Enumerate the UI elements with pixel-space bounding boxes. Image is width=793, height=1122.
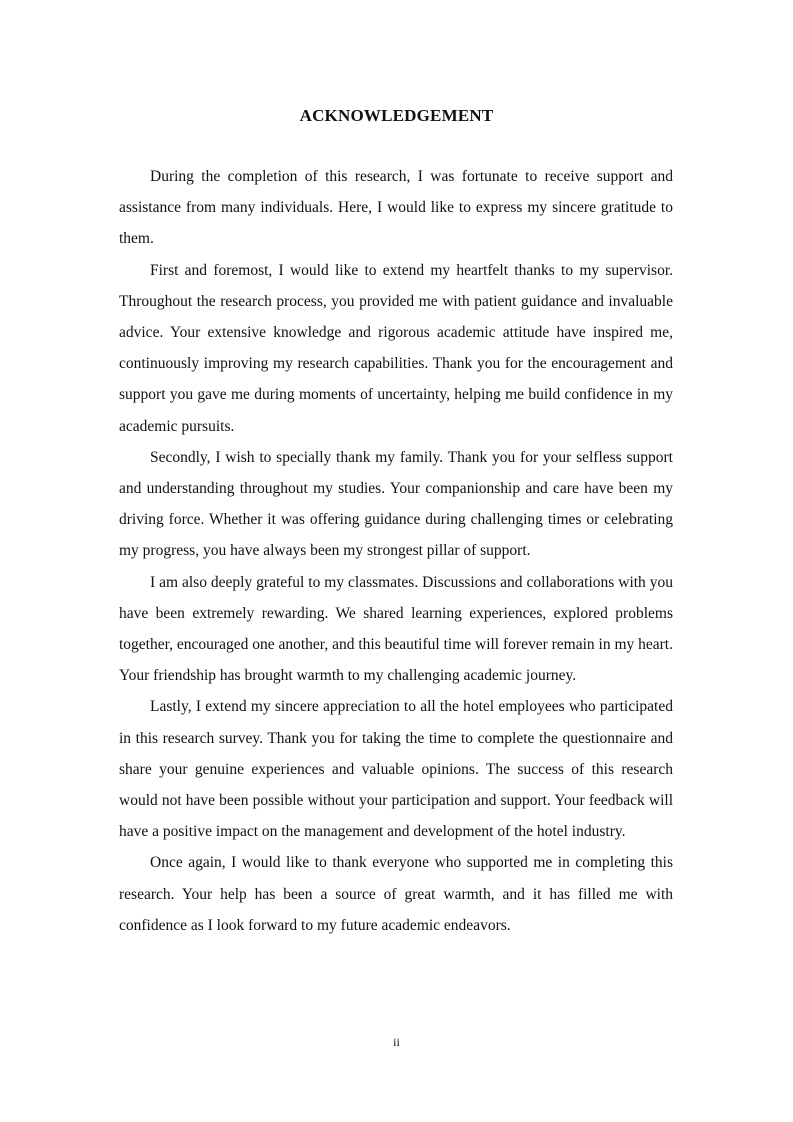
acknowledgement-body — [119, 161, 673, 941]
paragraph-hotel-employees: Lastly, I extend my sincere appreciation to all the hotel employees who participated in this research survey. Thank you for taking the time to complete the questionnaire and share your genuine experiences and valuable opinions. The success of this research would not have been possible without your participation and support. Your feedback will have a positive impact on the management and development of the hotel industry. — [119, 698, 673, 841]
paragraph-classmates: I am also deeply grateful to my classmates. Discussions and collaborations with you have been extremely rewarding. We shared learning experiences, explored problems together, encouraged one another, and this beautiful time will forever remain in my heart. Your friendship has brought warmth to my challenging academic journey. — [119, 573, 673, 685]
paragraph-supervisor: First and foremost, I would like to extend my heartfelt thanks to my supervisor. Throughout the research process, you provided me with patient guidance and invaluable advice. Your extensive knowledge and rigorous academic attitude have inspired me, continuously improving my research capabilities. Thank you for the encouragement and support you gave me during moments of uncertainty, helping me build confidence in my academic pursuits. — [119, 261, 673, 435]
paragraph-closing: Once again, I would like to thank everyone who supported me in completing this research. Your help has been a source of great warmth, and it has filled me with confidence as I look forward to my future academic endeavors. — [119, 854, 673, 934]
page-number: ii — [393, 1035, 400, 1049]
paragraph-intro: During the completion of this research, I was fortunate to receive support and assistance from many individuals. Here, I would like to express my sincere gratitude to them. — [119, 168, 673, 248]
page-title: ACKNOWLEDGEMENT — [299, 106, 494, 125]
paragraph-family: Secondly, I wish to specially thank my family. Thank you for your selfless support and understanding throughout my studies. Your companionship and care have been my driving force. Whether it was offering guidance during challenging times or celebrating my progress, you have always been my strongest pillar of support. — [119, 448, 673, 560]
